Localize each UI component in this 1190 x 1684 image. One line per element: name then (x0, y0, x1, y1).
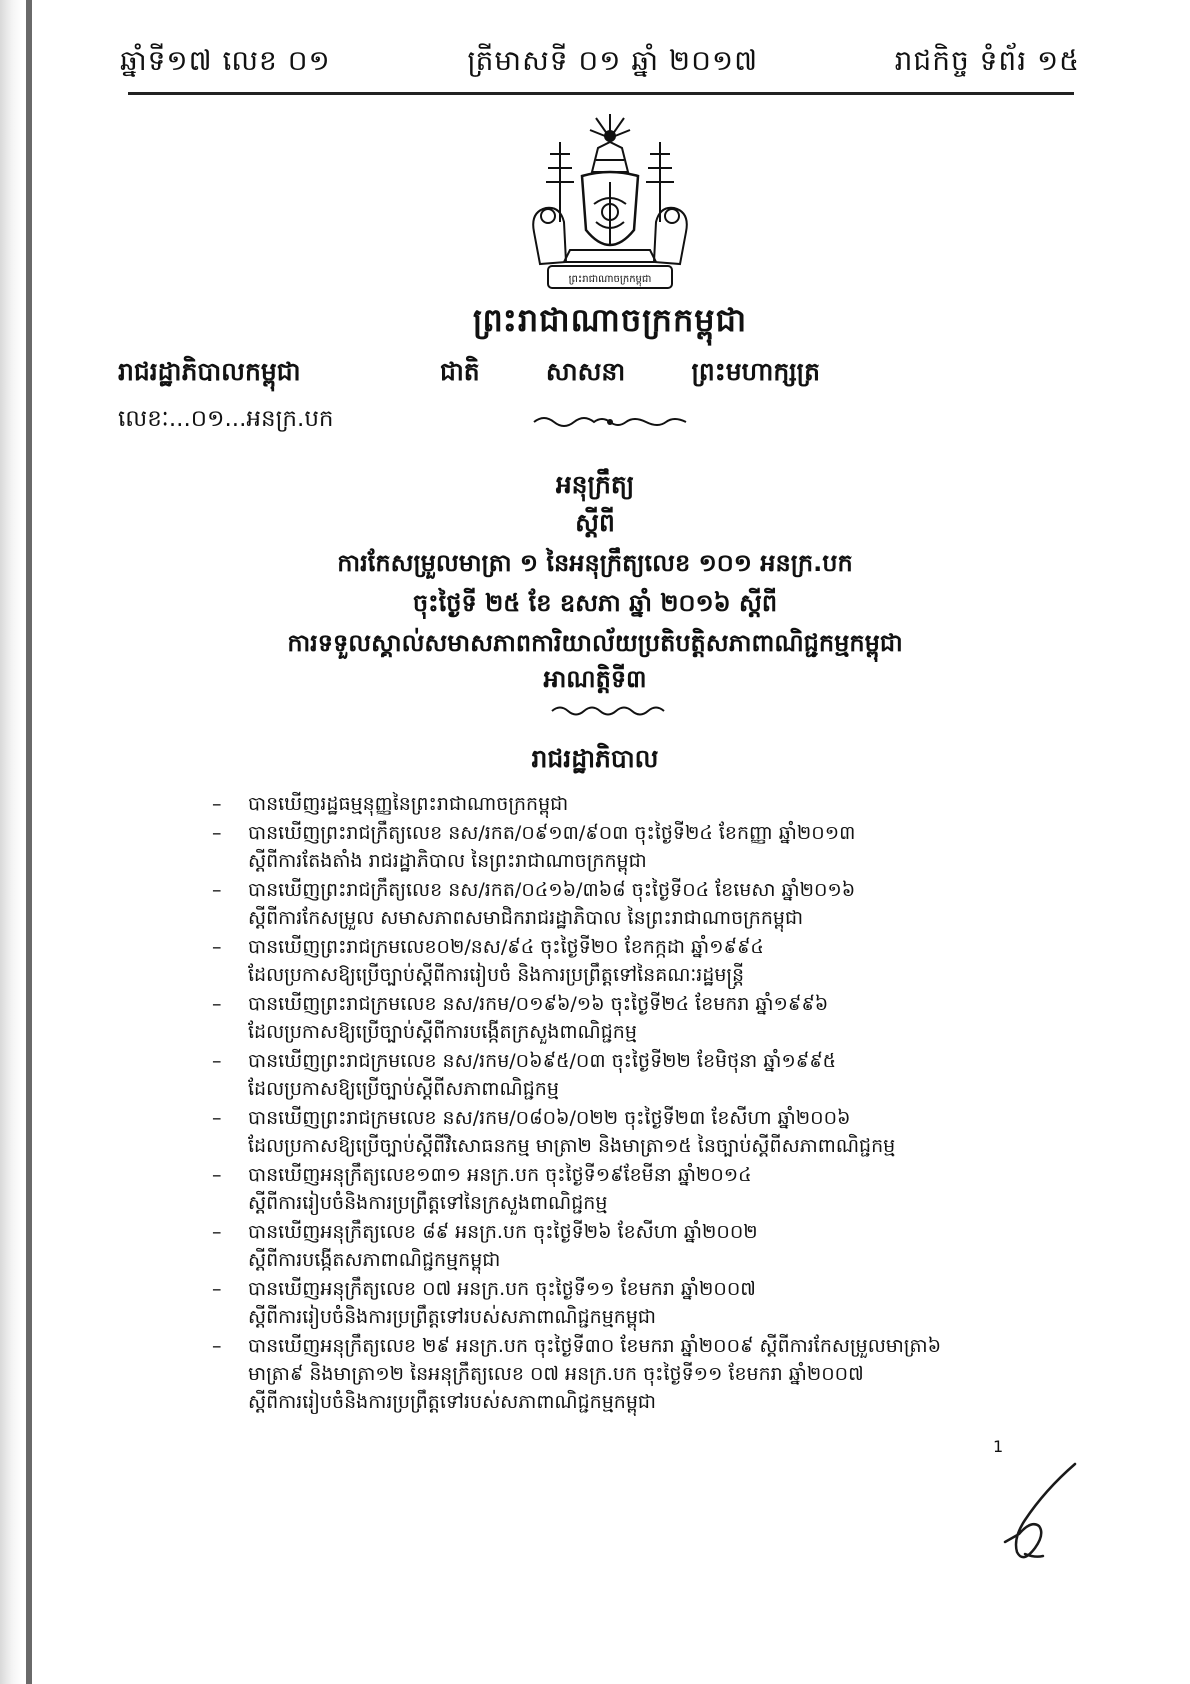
gazette-page: រាជកិច្ច ទំព័រ ១៥ (894, 43, 1080, 77)
whereas-item (212, 933, 1042, 989)
whereas-line: ស្ដីពីការរៀបចំនិងការប្រព្រឹត្តទៅនៃក្រសួងពាណិជ្ជកម្ម (248, 1192, 608, 1214)
whereas-item (212, 1332, 1042, 1416)
page-number: 1 (993, 1437, 1004, 1456)
whereas-line: ស្ដីពីការរៀបចំនិងការប្រព្រឹត្តទៅរបស់សភាពាណិជ្ជកម្មកម្ពុជា (248, 1391, 657, 1413)
document-title-line-4: អាណត្តិទី៣ (543, 665, 647, 693)
scan-binding-line (26, 0, 32, 1684)
header-rule (128, 92, 1074, 95)
gazette-header (120, 40, 1080, 86)
whereas-list (212, 790, 1042, 1417)
motto-nation: ជាតិ (440, 357, 480, 386)
title-ornament-icon (548, 702, 668, 720)
whereas-line: – បានឃើញព្រះរាជក្រឹត្យលេខ នស/រកត/០៤១៦/៣៦៨ ចុះថ្ងៃទី០៤ ខែមេសា ឆ្នាំ២០១៦ (248, 879, 856, 901)
motto-religion: សាសនា (545, 357, 626, 386)
whereas-item (212, 819, 1042, 875)
whereas-item (212, 1275, 1042, 1331)
whereas-line: ស្ដីពីការតែងតាំង រាជរដ្ឋាភិបាល នៃព្រះរាជាណាចក្រកម្ពុជា (248, 850, 647, 872)
whereas-item (212, 1047, 1042, 1103)
government-heading: រាជរដ្ឋាភិបាល (531, 744, 659, 773)
whereas-line: – បានឃើញព្រះរាជក្រមលេខ០២/នស/៩៤ ចុះថ្ងៃទី២០ ខែកក្កដា ឆ្នាំ១៩៩៤ (248, 936, 764, 958)
royal-coat-of-arms-icon (520, 112, 700, 302)
document-on: ស្ដីពី (575, 508, 615, 537)
whereas-line: ដែលប្រកាសឱ្យប្រើច្បាប់ស្ដីពីវិសោធនកម្ម មាត្រា២ និងមាត្រា១៥ នៃច្បាប់ស្ដីពីសភាពាណិជ្ជកម្ម (248, 1135, 896, 1157)
whereas-line: ស្ដីពីការរៀបចំនិងការប្រព្រឹត្តទៅរបស់សភាពាណិជ្ជកម្មកម្ពុជា (248, 1306, 657, 1328)
gazette-quarter: ត្រីមាសទី ០១ ឆ្នាំ ២០១៧ (467, 43, 759, 77)
whereas-line: – បានឃើញអនុក្រឹត្យលេខ ២៩ អនក្រ.បក ចុះថ្ងៃទី៣០ ខែមករា ឆ្នាំ២០០៩ ស្ដីពីការកែសម្រួលមាត្រា៦ (248, 1335, 942, 1357)
whereas-item (212, 990, 1042, 1046)
whereas-line: មាត្រា៩ និងមាត្រា១២ នៃអនុក្រឹត្យលេខ ០៧ អនក្រ.បក ចុះថ្ងៃទី១១ ខែមករា ឆ្នាំ២០០៧ (248, 1363, 864, 1385)
whereas-line: – បានឃើញអនុក្រឹត្យលេខ ៨៩ អនក្រ.បក ចុះថ្ងៃទី២៦ ខែសីហា ឆ្នាំ២០០២ (248, 1221, 758, 1243)
gazette-issue: ឆ្នាំទី១៧ លេខ ០១ (120, 43, 331, 77)
whereas-item (212, 1161, 1042, 1217)
motto-ornament-icon (530, 412, 690, 432)
kingdom-name: ព្រះរាជាណាចក្រកម្ពុជា (472, 301, 748, 339)
whereas-line: ដែលប្រកាសឱ្យប្រើច្បាប់ស្ដីពីការរៀបចំ និងការប្រព្រឹត្តទៅនៃគណៈរដ្ឋមន្ត្រី (248, 964, 745, 986)
whereas-item (212, 1218, 1042, 1274)
whereas-line: – បានឃើញព្រះរាជក្រមលេខ នស/រកម/០៨០៦/០២២ ចុះថ្ងៃទី២៣ ខែសីហា ឆ្នាំ២០០៦ (248, 1107, 851, 1129)
national-motto (440, 357, 820, 393)
whereas-item (212, 1104, 1042, 1160)
whereas-line: – បានឃើញព្រះរាជក្រមលេខ នស/រកម/០៦៩៥/០៣ ចុះថ្ងៃទី២២ ខែមិថុនា ឆ្នាំ១៩៩៥ (248, 1050, 837, 1072)
whereas-line: – បានឃើញព្រះរាជក្រមលេខ នស/រកម/០១៩៦/១៦ ចុះថ្ងៃទី២៤ ខែមករា ឆ្នាំ១៩៩៦ (248, 993, 829, 1015)
coat-of-arms-banner: ព្រះរាជាណាចក្រកម្ពុជា (568, 274, 652, 285)
whereas-line: – បានឃើញអនុក្រឹត្យលេខ១៣១ អនក្រ.បក ចុះថ្ងៃទី១៩ខែមីនា ឆ្នាំ២០១៤ (248, 1164, 752, 1186)
reference-number: លេខៈ...០១...អនក្រ.បក (118, 406, 334, 432)
whereas-line: – បានឃើញរដ្ឋធម្មនុញ្ញនៃព្រះរាជាណាចក្រកម្ពុជា (248, 793, 569, 815)
document-type: អនុក្រឹត្យ (555, 470, 635, 499)
whereas-line: ដែលប្រកាសឱ្យប្រើច្បាប់ស្ដីពីសភាពាណិជ្ជកម្ម (248, 1078, 559, 1100)
ministry-name: រាជរដ្ឋាភិបាលកម្ពុជា (118, 357, 301, 386)
whereas-line: ដែលប្រកាសឱ្យប្រើច្បាប់ស្ដីពីការបង្កើតក្រសួងពាណិជ្ជកម្ម (248, 1021, 637, 1043)
whereas-line: ស្ដីពីការបង្កើតសភាពាណិជ្ជកម្មកម្ពុជា (248, 1249, 501, 1271)
whereas-item (212, 790, 1042, 818)
whereas-item (212, 876, 1042, 932)
whereas-line: – បានឃើញព្រះរាជក្រឹត្យលេខ នស/រកត/០៩១៣/៩០៣ ចុះថ្ងៃទី២៤ ខែកញ្ញា ឆ្នាំ២០១៣ (248, 822, 856, 844)
document-title-line-3: ការទទួលស្គាល់សមាសភាពការិយាល័យប្រតិបត្តិសភាពាណិជ្ជកម្មកម្ពុជា (287, 629, 903, 657)
document-title-line-2: ចុះថ្ងៃទី ២៥ ខែ ឧសភា ឆ្នាំ ២០១៦ ស្ដីពី (412, 589, 778, 617)
document-title-line-1: ការកែសម្រួលមាត្រា ១ នៃអនុក្រឹត្យលេខ ១០១ អនក្រ.បក (337, 549, 853, 577)
whereas-line: ស្ដីពីការកែសម្រួល សមាសភាពសមាជិករាជរដ្ឋាភិបាល នៃព្រះរាជាណាចក្រកម្ពុជា (248, 907, 804, 929)
whereas-line: – បានឃើញអនុក្រឹត្យលេខ ០៧ អនក្រ.បក ចុះថ្ងៃទី១១ ខែមករា ឆ្នាំ២០០៧ (248, 1278, 756, 1300)
signature-initial-icon (995, 1460, 1085, 1565)
motto-king: ព្រះមហាក្សត្រ (691, 357, 820, 386)
